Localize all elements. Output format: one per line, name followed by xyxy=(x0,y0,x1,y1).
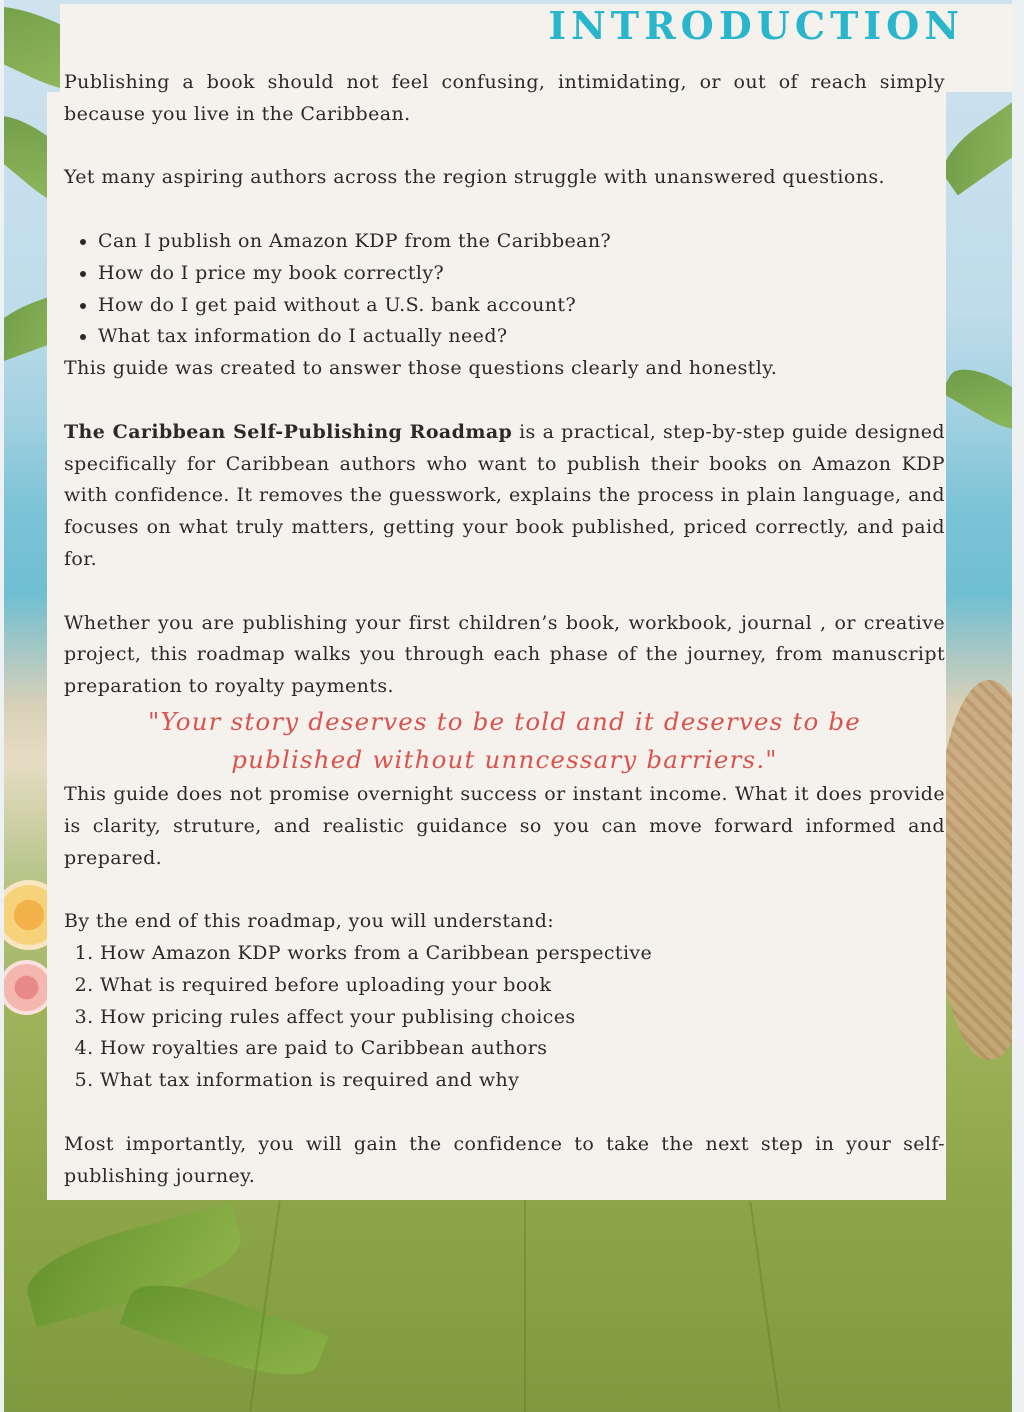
list-item: 4. How royalties are paid to Caribbean authors xyxy=(100,1033,945,1065)
list-item: • Can I publish on Amazon KDP from the Caribbean? xyxy=(98,226,945,258)
body-text xyxy=(64,67,945,1192)
list-item: 2. What is required before uploading your book xyxy=(100,970,945,1002)
paragraph-closing: Most importantly, you will gain the confidence to take the next step in your self-publishing journey. xyxy=(64,1132,945,1187)
intro-paragraph: Publishing a book should not feel confusing, intimidating, or out of reach simply because you live in the Caribbean. xyxy=(64,71,945,125)
palm-leaf xyxy=(120,1268,328,1393)
deck-plank xyxy=(249,1201,280,1411)
deck-plank xyxy=(749,1201,780,1411)
outcomes-list xyxy=(64,938,945,1097)
questions-list xyxy=(64,226,945,353)
quote-line-2: published without unncessary barriers." xyxy=(231,744,778,774)
list-item: 3. How pricing rules affect your publising choices xyxy=(100,1002,945,1034)
deck-plank xyxy=(524,1200,526,1412)
paragraph-outcomes-lead: By the end of this roadmap, you will understand: xyxy=(64,910,555,933)
list-item: 1. How Amazon KDP works from a Caribbean perspective xyxy=(100,938,945,970)
list-item: 5. What tax information is required and why xyxy=(100,1065,945,1097)
list-item: • How do I get paid without a U.S. bank account? xyxy=(98,290,945,322)
list-item: • How do I price my book correctly? xyxy=(98,258,945,290)
paragraph-roadmap-description xyxy=(64,417,945,576)
paragraph-audience: Whether you are publishing your first children’s book, workbook, journal , or creative project, this roadmap walks you through each phase of the journey, from manuscript preparation to royalty payments. xyxy=(64,611,945,698)
quote-line-1: "Your story deserves to be told and it deserves to be xyxy=(148,706,861,736)
book-title: The Caribbean Self-Publishing Roadmap xyxy=(64,420,513,443)
page-title: INTRODUCTION xyxy=(548,3,964,48)
paragraph-guide-purpose: This guide was created to answer those questions clearly and honestly. xyxy=(64,357,778,380)
paragraph-questions-lead: Yet many aspiring authors across the region struggle with unanswered questions. xyxy=(64,166,885,189)
pull-quote xyxy=(64,703,945,779)
roadmap-description-text: is a practical, step-by-step guide designed specifically for Caribbean authors who want to publish their books on Amazon KDP with confidence. It removes the guesswork, explains the process in plain language, and focuses on what truly matters, getting your book published, priced correctly, and paid for. xyxy=(64,420,945,570)
paragraph-expectations: This guide does not promise overnight success or instant income. What it does provide is clarity, struture, and realistic guidance so you can move forward informed and prepared. xyxy=(64,782,945,869)
list-item: • What tax information do I actually need? xyxy=(98,321,945,353)
palm-leaf xyxy=(941,358,1012,443)
